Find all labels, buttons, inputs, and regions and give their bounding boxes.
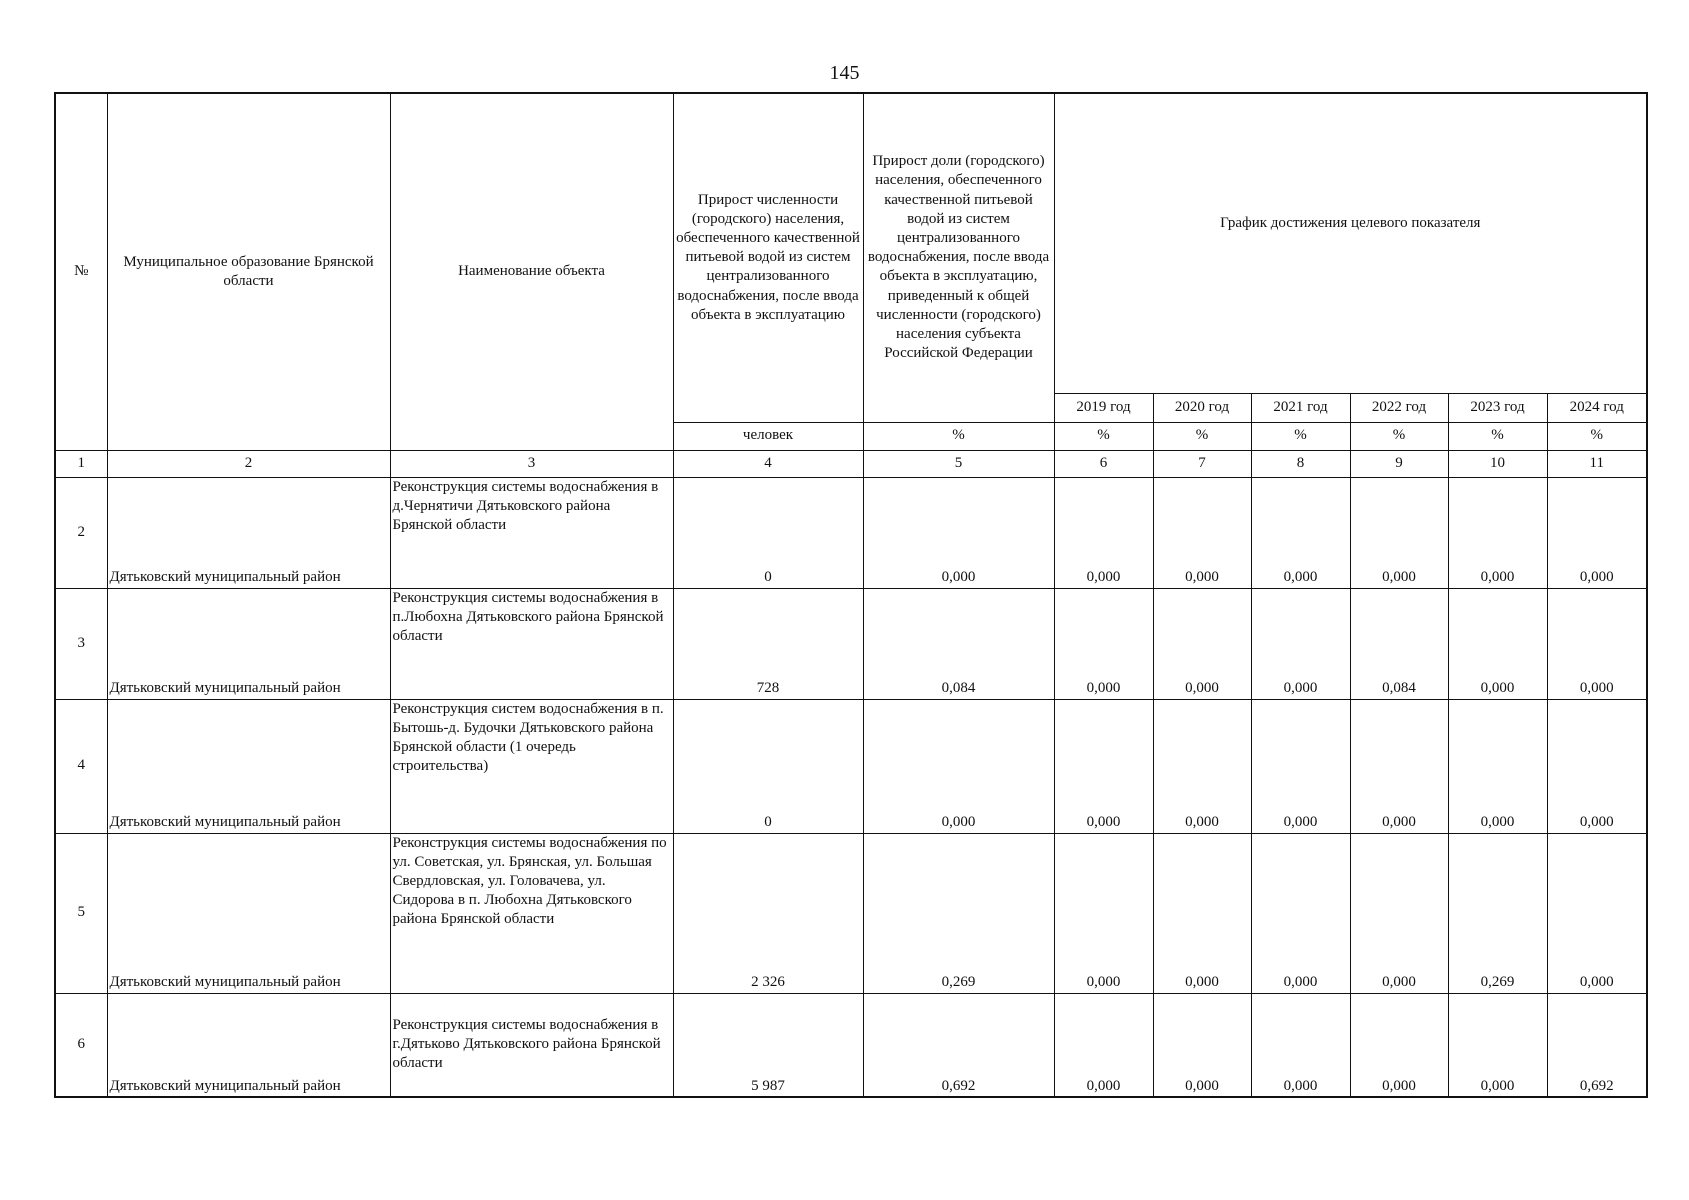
year-value-cell: 0,000 (1547, 477, 1647, 588)
year-value-cell: 0,000 (1448, 993, 1547, 1097)
year-value-cell: 0,000 (1547, 699, 1647, 833)
row-number: 5 (55, 833, 107, 993)
object-cell: Реконструкция системы водоснабжения в п.Любохна Дятьковского района Брянской области (390, 588, 673, 699)
year-value-cell: 0,000 (1251, 833, 1350, 993)
unit-percent: % (863, 422, 1054, 450)
year-value-cell: 0,000 (1448, 477, 1547, 588)
column-number: 5 (863, 450, 1054, 477)
table-row (55, 699, 1647, 833)
page-number: 145 (829, 62, 860, 84)
column-number: 8 (1251, 450, 1350, 477)
header-growth-share: Прирост доли (городского) населения, обеспеченного качественной питьевой водой из систем централизованного водоснабжения, после ввода объекта в эксплуатацию, приведенный к общей численности (городского) населения субъекта Российской Федерации (863, 93, 1054, 422)
year-value-cell: 0,000 (1153, 477, 1251, 588)
municipality-cell: Дятьковский муниципальный район (107, 833, 390, 993)
people-cell: 0 (673, 477, 863, 588)
year-value-cell: 0,000 (1153, 588, 1251, 699)
municipality-cell: Дятьковский муниципальный район (107, 477, 390, 588)
share-cell: 0,084 (863, 588, 1054, 699)
header-year-2020: 2020 год (1153, 393, 1251, 422)
year-value-cell: 0,000 (1153, 699, 1251, 833)
object-cell: Реконструкция системы водоснабжения в д.Чернятичи Дятьковского района Брянской области (390, 477, 673, 588)
municipality-cell: Дятьковский муниципальный район (107, 699, 390, 833)
year-value-cell: 0,000 (1251, 477, 1350, 588)
row-number: 2 (55, 477, 107, 588)
share-cell: 0,000 (863, 477, 1054, 588)
table-row (55, 588, 1647, 699)
year-value-cell: 0,000 (1054, 477, 1153, 588)
year-value-cell: 0,692 (1547, 993, 1647, 1097)
header-schedule: График достижения целевого показателя (1054, 93, 1647, 393)
year-value-cell: 0,000 (1054, 699, 1153, 833)
unit-percent: % (1350, 422, 1448, 450)
people-cell: 5 987 (673, 993, 863, 1097)
year-value-cell: 0,000 (1547, 588, 1647, 699)
column-number: 4 (673, 450, 863, 477)
year-value-cell: 0,000 (1350, 833, 1448, 993)
header-municipality: Муниципальное образование Брянской области (107, 93, 390, 450)
municipality-cell: Дятьковский муниципальный район (107, 993, 390, 1097)
column-number: 10 (1448, 450, 1547, 477)
header-growth-count: Прирост численности (городского) населения, обеспеченного качественной питьевой водой из систем централизованного водоснабжения, после ввода объекта в эксплуатацию (673, 93, 863, 422)
year-value-cell: 0,000 (1350, 477, 1448, 588)
header-year-2019: 2019 год (1054, 393, 1153, 422)
column-number: 3 (390, 450, 673, 477)
column-number: 6 (1054, 450, 1153, 477)
share-cell: 0,269 (863, 833, 1054, 993)
table-row (55, 993, 1647, 1097)
year-value-cell: 0,000 (1153, 993, 1251, 1097)
year-value-cell: 0,084 (1350, 588, 1448, 699)
object-cell: Реконструкция систем водоснабжения в п. Бытошь-д. Будочки Дятьковского района Брянской области (1 очередь строительства) (390, 699, 673, 833)
year-value-cell: 0,000 (1350, 699, 1448, 833)
unit-percent: % (1448, 422, 1547, 450)
header-object-name: Наименование объекта (390, 93, 673, 450)
row-number: 6 (55, 993, 107, 1097)
share-cell: 0,692 (863, 993, 1054, 1097)
column-number: 7 (1153, 450, 1251, 477)
header-no: № (55, 93, 107, 450)
unit-percent: % (1054, 422, 1153, 450)
municipality-cell: Дятьковский муниципальный район (107, 588, 390, 699)
year-value-cell: 0,000 (1251, 993, 1350, 1097)
year-value-cell: 0,000 (1054, 833, 1153, 993)
year-value-cell: 0,000 (1448, 588, 1547, 699)
unit-people: человек (673, 422, 863, 450)
people-cell: 0 (673, 699, 863, 833)
people-cell: 2 326 (673, 833, 863, 993)
year-value-cell: 0,000 (1251, 588, 1350, 699)
year-value-cell: 0,000 (1251, 699, 1350, 833)
row-number: 3 (55, 588, 107, 699)
column-number: 11 (1547, 450, 1647, 477)
year-value-cell: 0,000 (1153, 833, 1251, 993)
year-value-cell: 0,000 (1547, 833, 1647, 993)
column-number: 9 (1350, 450, 1448, 477)
year-value-cell: 0,269 (1448, 833, 1547, 993)
target-indicator-table (54, 92, 1648, 1098)
object-cell: Реконструкция системы водоснабжения в г.Дятьково Дятьковского района Брянской области (390, 993, 673, 1097)
year-value-cell: 0,000 (1350, 993, 1448, 1097)
row-number: 4 (55, 699, 107, 833)
table-row (55, 833, 1647, 993)
share-cell: 0,000 (863, 699, 1054, 833)
table-row (55, 477, 1647, 588)
header-year-2022: 2022 год (1350, 393, 1448, 422)
unit-percent: % (1153, 422, 1251, 450)
year-value-cell: 0,000 (1054, 588, 1153, 699)
year-value-cell: 0,000 (1448, 699, 1547, 833)
unit-percent: % (1547, 422, 1647, 450)
unit-percent: % (1251, 422, 1350, 450)
object-cell: Реконструкция системы водоснабжения по ул. Советская, ул. Брянская, ул. Большая Свердловская, ул. Головачева, ул. Сидорова в п. Любохна Дятьковского района Брянской области (390, 833, 673, 993)
header-year-2021: 2021 год (1251, 393, 1350, 422)
column-number: 2 (107, 450, 390, 477)
column-number: 1 (55, 450, 107, 477)
header-year-2024: 2024 год (1547, 393, 1647, 422)
people-cell: 728 (673, 588, 863, 699)
year-value-cell: 0,000 (1054, 993, 1153, 1097)
header-year-2023: 2023 год (1448, 393, 1547, 422)
